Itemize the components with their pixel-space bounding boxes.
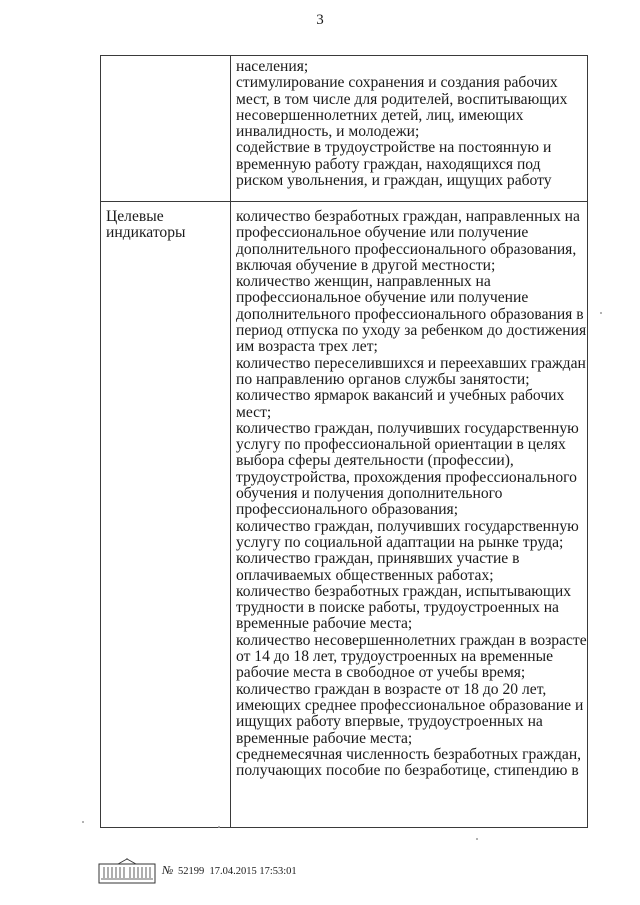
scan-speck bbox=[600, 312, 602, 314]
scan-speck bbox=[476, 838, 478, 840]
content-line: количество безработных граждан, направленных на bbox=[236, 208, 580, 225]
content-line: количество граждан, получивших государственную bbox=[236, 419, 579, 437]
content-line: количество безработных граждан, испытывающих bbox=[236, 582, 572, 600]
row-label-line: индикаторы bbox=[106, 224, 186, 242]
content-line: имеющих среднее профессиональное образование и bbox=[236, 696, 584, 714]
content-line: услугу по социальной адаптации на рынке труда; bbox=[236, 533, 564, 551]
content-line: риском увольнения, и граждан, ищущих работу bbox=[236, 172, 552, 190]
row-content-cell bbox=[231, 56, 588, 202]
content-line: включая обучение в другой местности; bbox=[236, 256, 496, 274]
document-stamp-info bbox=[162, 864, 297, 878]
row-label-cell bbox=[101, 202, 231, 828]
content-line: период отпуска по уходу за ребенком до достижения bbox=[236, 322, 587, 340]
page-number: 3 bbox=[316, 12, 324, 28]
scan-speck bbox=[82, 821, 84, 823]
content-line: от 14 до 18 лет, трудоустроенных на временные bbox=[236, 648, 554, 666]
content-line: услугу по профессиональной ориентации в целях bbox=[236, 436, 566, 454]
table-row bbox=[101, 56, 588, 202]
row-content-cell bbox=[231, 202, 588, 828]
content-line: количество переселившихся и переехавших граждан bbox=[236, 354, 586, 372]
content-line: трудности в поиске работы, трудоустроенных на bbox=[236, 599, 559, 617]
content-line: населения; bbox=[236, 58, 309, 75]
document-footer bbox=[98, 858, 297, 884]
content-line: количество граждан, получивших государственную bbox=[236, 517, 579, 535]
number-sign: № bbox=[162, 863, 174, 877]
content-line: содействие в трудоустройстве на постоянную и bbox=[236, 139, 552, 157]
stamp-date: 17.04.2015 bbox=[209, 866, 257, 877]
content-line: получающих пособие по безработице, стипендию в bbox=[236, 762, 579, 780]
content-line: стимулирование сохранения и создания рабочих bbox=[236, 74, 558, 92]
content-line: профессионального образования; bbox=[236, 501, 459, 519]
content-line: временные рабочие места; bbox=[236, 615, 413, 633]
content-line: выбора сферы деятельности (профессии), bbox=[236, 452, 514, 470]
content-line: временную работу граждан, находящихся под bbox=[236, 155, 541, 173]
content-line: оплачиваемых общественных работах; bbox=[236, 566, 494, 584]
row-label-line: Целевые bbox=[106, 208, 164, 225]
content-line: им возраста трех лет; bbox=[236, 338, 378, 356]
content-line: профессиональное обучение или получение bbox=[236, 289, 529, 307]
content-line: количество женщин, направленных на bbox=[236, 273, 491, 291]
content-line: мест, в том числе для родителей, воспитывающих bbox=[236, 90, 568, 108]
content-line: несовершеннолетних детей, лиц, имеющих bbox=[236, 106, 524, 124]
content-line: количество ярмарок вакансий и учебных рабочих bbox=[236, 387, 565, 405]
content-line: ищущих работу впервые, трудоустроенных на bbox=[236, 713, 543, 731]
document-table bbox=[100, 55, 588, 828]
content-line: среднемесячная численность безработных граждан, bbox=[236, 745, 582, 763]
content-line: временные рабочие места; bbox=[236, 729, 413, 747]
content-line: по направлению органов службы занятости; bbox=[236, 370, 530, 388]
content-line: количество граждан в возрасте от 18 до 20 лет, bbox=[236, 680, 547, 698]
stamp-time: 17:53:01 bbox=[259, 866, 297, 877]
content-line: дополнительного профессионального образования, bbox=[236, 240, 577, 258]
government-building-stamp-icon bbox=[98, 858, 156, 884]
content-line: инвалидность, и молодежи; bbox=[236, 123, 420, 141]
document-number: 52199 bbox=[177, 866, 205, 877]
content-line: трудоустройства, прохождения профессионального bbox=[236, 468, 577, 486]
scan-speck bbox=[218, 826, 220, 828]
content-line: дополнительного профессионального образования в bbox=[236, 305, 584, 323]
content-line: мест; bbox=[236, 403, 272, 421]
content-line: рабочие места в свободное от учебы время; bbox=[236, 664, 526, 682]
content-line: количество граждан, принявших участие в bbox=[236, 550, 520, 568]
row-label-cell bbox=[101, 56, 231, 202]
content-line: количество несовершеннолетних граждан в возрасте bbox=[236, 631, 587, 649]
content-line: профессиональное обучение или получение bbox=[236, 224, 529, 242]
table-row bbox=[101, 202, 588, 828]
content-line: обучения и получения дополнительного bbox=[236, 485, 503, 503]
